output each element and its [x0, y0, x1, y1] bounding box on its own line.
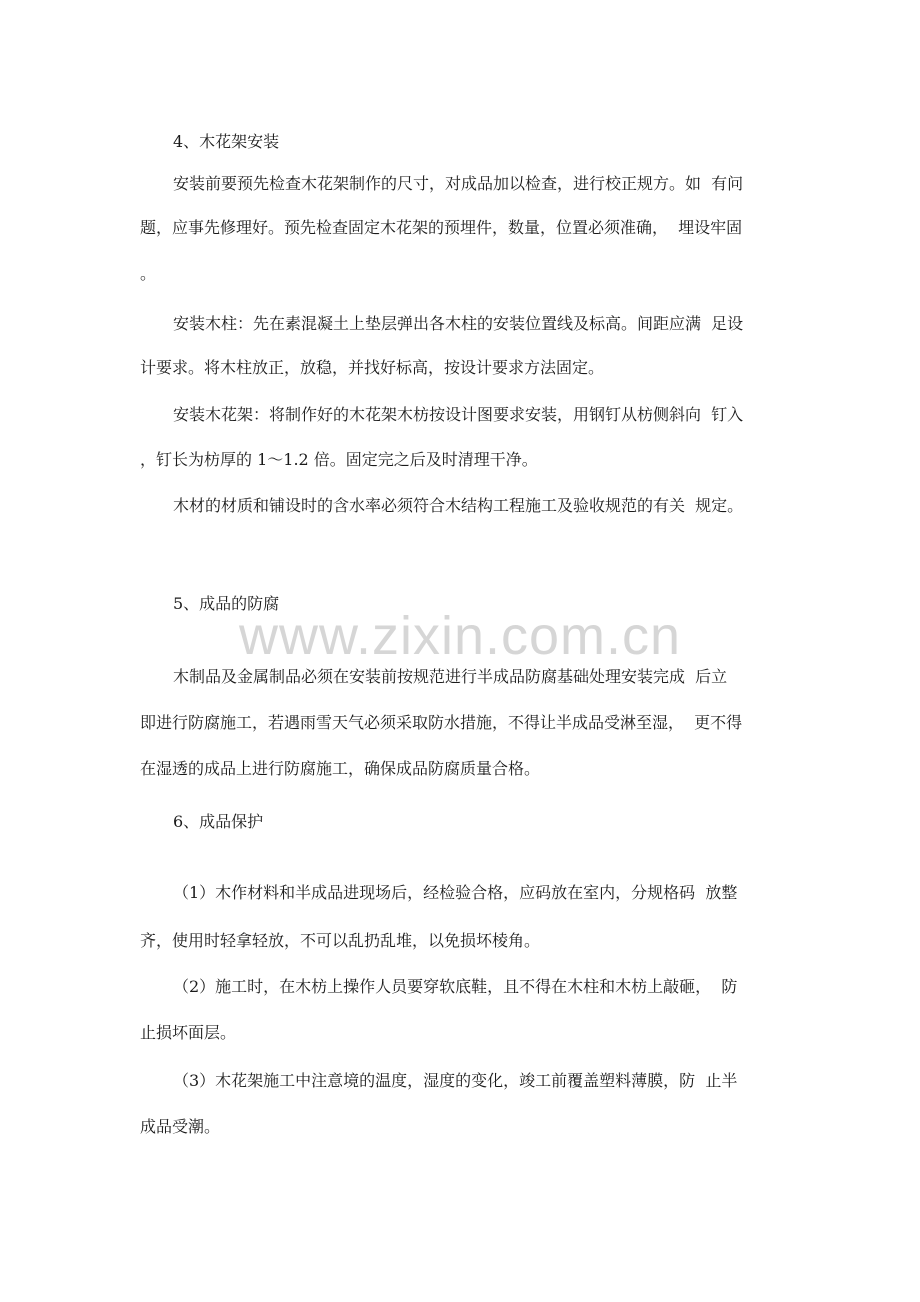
section-heading-6: 6、成品保护 — [173, 812, 264, 831]
paragraph-line: 在湿透的成品上进行防腐施工，确保成品防腐质量合格。 — [140, 759, 541, 778]
paragraph-line: （2）施工时，在木枋上操作人员要穿软底鞋，且不得在木柱和木枋上敲砸， 防 — [173, 977, 738, 996]
paragraph-line: 。 — [140, 264, 157, 283]
paragraph-line: 木制品及金属制品必须在安装前按规范进行半成品防腐基础处理安装完成 后立 — [173, 667, 728, 686]
paragraph-line: 成品受潮。 — [140, 1117, 221, 1136]
paragraph-line: 安装木柱：先在素混凝土上垫层弹出各木柱的安装位置线及标高。间距应满 足设 — [173, 314, 744, 333]
watermark: www.zixin.com.cn — [238, 606, 682, 666]
paragraph-line: 木材的材质和铺设时的含水率必须符合木结构工程施工及验收规范的有关 规定。 — [173, 496, 744, 515]
paragraph-line: （1）木作材料和半成品进现场后，经检验合格，应码放在室内，分规格码 放整 — [173, 883, 738, 902]
paragraph-line: （3）木花架施工中注意境的温度，湿度的变化，竣工前覆盖塑料薄膜，防 止半 — [173, 1071, 738, 1090]
paragraph-line: 齐，使用时轻拿轻放，不可以乱扔乱堆，以免损坏棱角。 — [140, 931, 541, 950]
paragraph-line: 题，应事先修理好。预先检查固定木花架的预埋件，数量，位置必须准确， 埋设牢固 — [140, 218, 743, 237]
paragraph-line: 即进行防腐施工，若遇雨雪天气必须采取防水措施，不得让半成品受淋至湿， 更不得 — [140, 713, 743, 732]
paragraph-line: ，钉长为枋厚的 1～1.2 倍。固定完之后及时清理干净。 — [140, 450, 538, 469]
paragraph-line: 安装前要预先检查木花架制作的尺寸，对成品加以检查，进行校正规方。如 有问 — [173, 174, 744, 193]
section-heading-5: 5、成品的防腐 — [173, 594, 280, 613]
paragraph-line: 安装木花架：将制作好的木花架木枋按设计图要求安装，用钢钉从枋侧斜向 钉入 — [173, 405, 744, 424]
section-heading-4: 4、木花架安装 — [173, 132, 280, 151]
paragraph-line: 止损坏面层。 — [140, 1023, 237, 1042]
paragraph-line: 计要求。将木柱放正，放稳，并找好标高，按设计要求方法固定。 — [140, 358, 605, 377]
